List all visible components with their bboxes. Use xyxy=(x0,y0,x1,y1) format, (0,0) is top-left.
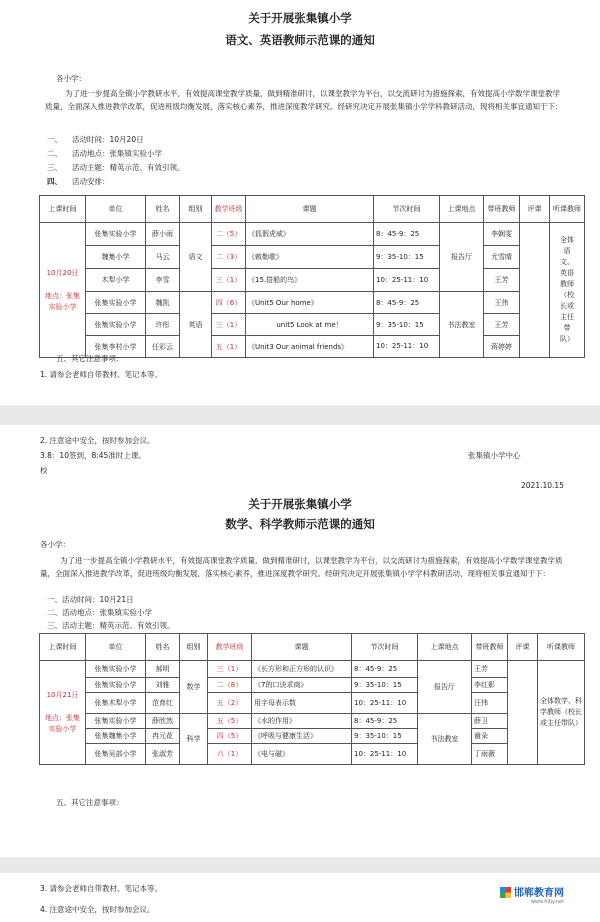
topic-cell: 《狐假虎威》 xyxy=(246,223,374,246)
header-cell: 带班教师 xyxy=(472,634,508,661)
review-cell xyxy=(508,661,538,765)
room-cell: 报告厅 xyxy=(440,223,484,292)
class-cell: 二（5） xyxy=(212,223,246,246)
table-header-row xyxy=(40,634,585,661)
notice1-item4: 活动安排： xyxy=(72,177,110,186)
notice1-title-line2: 语文、英语教师示范课的通知 xyxy=(225,33,375,47)
header-cell: 带班教师 xyxy=(484,196,520,223)
header-cell: 教学班级 xyxy=(212,196,246,223)
topic-cell: 《Unit5 Our home》 xyxy=(246,292,374,314)
header-cell: 节次时间 xyxy=(374,196,440,223)
logo-text: 邯郸教育网 xyxy=(514,888,564,899)
notice1-item4-num: 四、 xyxy=(47,177,62,186)
teacher-cell: 王芳 xyxy=(484,269,520,292)
notice1-schedule-table xyxy=(39,195,585,358)
period-cell: 9：35-10：15 xyxy=(352,729,418,744)
notice1-date: 2021.10.15 xyxy=(521,481,564,490)
period-cell: 9：35-10：15 xyxy=(352,678,418,693)
period-cell: 10：25-11：10 xyxy=(374,336,440,358)
name-cell: 郝明 xyxy=(146,661,180,678)
notice1-item1-num: 一、 xyxy=(47,135,62,144)
header-cell: 节次时间 xyxy=(352,634,418,661)
class-cell: 六（1） xyxy=(208,744,252,765)
unit-cell: 张集实验小学 xyxy=(86,314,146,336)
table-row xyxy=(40,661,585,678)
class-cell: 二（8） xyxy=(208,678,252,693)
header-cell: 姓名 xyxy=(146,196,180,223)
notice2-item3: 三、活动主题：精英示范、有效引领。 xyxy=(47,621,175,630)
unit-cell: 张集实验小学 xyxy=(86,678,146,693)
topic-cell: 《水的作用》 xyxy=(252,714,352,729)
site-logo xyxy=(500,884,564,905)
header-cell: 评课 xyxy=(508,634,538,661)
teacher-cell: 汪伟 xyxy=(472,693,508,714)
notice1-body: 为了进一步提高全镇小学教研水平，有效提高课堂教学质量，做到精准研讨，以课堂教学为平台，以交流研讨为措施探索，有效提高小学数学课堂教学质量，全面深入推进教学改革，促进班级均衡发展，落实核心素养，推进深度教学研究。经研究决定开展张集镇小学学科教研活动，现将相关事宜通知于下： xyxy=(45,89,563,111)
notice2-note3: 3. 请参会老师自带教材、笔记本等。 xyxy=(40,884,163,893)
class-cell: 五（5） xyxy=(208,714,252,729)
teacher-cell: 李红影 xyxy=(472,678,508,693)
topic-cell: 《呼吸与健康生活》 xyxy=(252,729,352,744)
notice1-note2: 2. 注意途中安全，按时参加会议。 xyxy=(40,436,155,445)
teacher-cell: 薛卫 xyxy=(472,714,508,729)
header-cell: 上课地点 xyxy=(418,634,472,661)
period-cell: 8：45-9：25 xyxy=(352,714,418,729)
name-cell: 范育红 xyxy=(146,693,180,714)
header-cell: 听课教师 xyxy=(538,634,585,661)
teacher-cell: 王伟 xyxy=(484,292,520,314)
room-cell: 报告厅 xyxy=(418,661,472,714)
header-cell: 上课时间 xyxy=(40,196,86,223)
unit-cell: 张集李村小学 xyxy=(86,336,146,358)
class-cell: 五（1） xyxy=(212,336,246,358)
listen-cell: 全体数学、科学教师（校长或主任带队） xyxy=(538,661,585,765)
period-cell: 8：45-9：25 xyxy=(374,292,440,314)
notice1-item1: 活动时间：10月20日 xyxy=(72,135,144,144)
name-cell: 薛小雨 xyxy=(146,223,180,246)
notice-page-2 xyxy=(0,425,600,857)
notice1-item2: 活动地点：张集镇实验小学 xyxy=(72,149,162,158)
topic-cell: 《电与磁》 xyxy=(252,744,352,765)
unit-cell: 张集实验小学 xyxy=(86,223,146,246)
notice2-item1: 一、活动时间：10月21日 xyxy=(47,595,134,604)
notice1-item3: 活动主题：精英示范、有效引领。 xyxy=(72,163,185,172)
place-cell: 地点：张集实验小学 xyxy=(45,291,80,311)
notice1-note1: 1. 请参会老师自带教材、笔记本等。 xyxy=(40,370,163,379)
header-cell: 姓名 xyxy=(146,634,180,661)
room-cell: 书法教室 xyxy=(418,714,472,765)
logo-url: www.hdjy.net xyxy=(530,899,564,905)
notice2-title-line2: 数学、科学教师示范课的通知 xyxy=(225,517,375,531)
name-cell: 刘雅 xyxy=(146,678,180,693)
group-cell: 英语 xyxy=(180,292,212,358)
place-cell: 地点：张集实验小学 xyxy=(45,714,80,733)
table-row xyxy=(40,744,585,765)
table-row xyxy=(40,714,585,729)
class-cell: 三（1） xyxy=(212,269,246,292)
unit-cell: 张集魏集小学 xyxy=(86,729,146,744)
notice2-other-title: 五、其它注意事项： xyxy=(56,798,124,807)
notice1-other-title: 五、其它注意事项： xyxy=(56,354,124,363)
group-cell: 语文 xyxy=(180,223,212,292)
room-cell: 书法教室 xyxy=(440,292,484,358)
notice1-item3-num: 三、 xyxy=(47,163,62,172)
header-cell: 教学班级 xyxy=(208,634,252,661)
unit-cell: 张集木犁小学 xyxy=(86,693,146,714)
notice2-item2: 二、活动地点：张集镇实验小学 xyxy=(47,608,152,617)
notice2-body: 为了进一步提高全镇小学教研水平，有效提高课堂教学质量，做到精准研讨，以课堂教学为平台，以交流研讨为措施探索，有效提高小学数学课堂教学质量，全面深入推进教学改革，促进班级均衡发展，落实核心素养，推进深度教学研究。经研究决定开展张集镇小学学科教研活动，现将相关事宜通知于下： xyxy=(40,556,563,578)
time-place-cell xyxy=(40,223,86,358)
teacher-cell: 丁雨薇 xyxy=(472,744,508,765)
unit-cell: 木犁小学 xyxy=(86,269,146,292)
class-cell: 三（1） xyxy=(212,314,246,336)
teacher-cell: 王芳 xyxy=(472,661,508,678)
unit-cell: 张集实验小学 xyxy=(86,714,146,729)
class-cell: 四（6） xyxy=(212,292,246,314)
class-cell: 五（2） xyxy=(208,693,252,714)
notice2-note4: 4. 注意途中安全，按时参加会议。 xyxy=(40,905,155,914)
name-cell: 许彤 xyxy=(146,314,180,336)
table-row xyxy=(40,223,585,246)
name-cell: 薛欣然 xyxy=(146,714,180,729)
logo-icon xyxy=(500,887,511,898)
time-cell: 10月21日 xyxy=(46,691,79,699)
header-cell: 单位 xyxy=(86,634,146,661)
topic-cell: 《长方形和正方形的认识》 xyxy=(252,661,352,678)
notice2-title-line1: 关于开展张集镇小学 xyxy=(248,497,352,511)
notice1-checkin-tail: 校 xyxy=(40,466,48,475)
header-cell: 评课 xyxy=(520,196,550,223)
time-cell: 10月20日 xyxy=(46,268,79,277)
period-cell: 9：35-10：15 xyxy=(374,314,440,336)
teacher-cell: 王芳 xyxy=(484,314,520,336)
listen-text: 全体语文、英语教师（校长或主任带队） xyxy=(560,236,574,343)
name-cell: 张淑芳 xyxy=(146,744,180,765)
table-header-row xyxy=(40,196,585,223)
notice1-org: 张集镇小学中心 xyxy=(468,451,521,460)
name-cell: 马云 xyxy=(146,246,180,269)
header-cell: 单位 xyxy=(86,196,146,223)
period-cell: 10：25-11：10 xyxy=(374,269,440,292)
notice-page-3 xyxy=(0,873,600,922)
listen-cell xyxy=(550,223,585,358)
topic-cell: unit5 Look at me！ xyxy=(246,314,374,336)
teacher-cell: 尤雪晴 xyxy=(484,246,520,269)
header-cell: 听课教师 xyxy=(550,196,585,223)
group-cell: 数学 xyxy=(180,661,208,714)
notice1-title-line1: 关于开展张集镇小学 xyxy=(248,11,352,25)
name-cell: 李雪 xyxy=(146,269,180,292)
notice1-item2-num: 二、 xyxy=(47,149,62,158)
table-row xyxy=(40,246,585,269)
topic-cell: 《15.搭船的鸟》 xyxy=(246,269,374,292)
name-cell: 任彩云 xyxy=(146,336,180,358)
topic-cell: 《敕勒歌》 xyxy=(246,246,374,269)
topic-cell: 《7的口诀求商》 xyxy=(252,678,352,693)
period-cell: 8：45-9：25 xyxy=(374,223,440,246)
notice1-checkin: 3.8：10签到，8:45准时上课。 xyxy=(40,451,146,460)
table-row xyxy=(40,269,585,292)
header-cell: 组别 xyxy=(180,196,212,223)
unit-cell: 张集吴部小学 xyxy=(86,744,146,765)
table-row xyxy=(40,729,585,744)
period-cell: 9：35-10：15 xyxy=(374,246,440,269)
unit-cell: 魏集小学 xyxy=(86,246,146,269)
notice-page-1 xyxy=(0,0,600,405)
group-cell: 科学 xyxy=(180,714,208,765)
header-cell: 上课地点 xyxy=(440,196,484,223)
name-cell: 魏凯 xyxy=(146,292,180,314)
table-row xyxy=(40,292,585,314)
notice2-schedule-table xyxy=(39,633,585,765)
table-row xyxy=(40,678,585,693)
review-cell xyxy=(520,223,550,358)
teacher-cell: 谢朵 xyxy=(472,729,508,744)
period-cell: 10：25-11：10 xyxy=(352,744,418,765)
period-cell: 10：25-11：10 xyxy=(352,693,418,714)
header-cell: 课题 xyxy=(252,634,352,661)
teacher-cell: 李娴雯 xyxy=(484,223,520,246)
topic-cell: 《Unit3 Our animal friends》 xyxy=(246,336,374,358)
unit-cell: 张集实验小学 xyxy=(86,661,146,678)
topic-cell: 用字母表示数 xyxy=(252,693,352,714)
teacher-cell: 蒋婷婷 xyxy=(484,336,520,358)
notice1-greeting: 各小学： xyxy=(56,74,86,83)
name-cell: 冉元花 xyxy=(146,729,180,744)
header-cell: 组别 xyxy=(180,634,208,661)
header-cell: 课题 xyxy=(246,196,374,223)
period-cell: 8：45-9：25 xyxy=(352,661,418,678)
header-cell: 上课时间 xyxy=(40,634,86,661)
class-cell: 三（1） xyxy=(208,661,252,678)
time-place-cell xyxy=(40,661,86,765)
notice2-greeting: 各小学： xyxy=(40,540,70,549)
class-cell: 二（3） xyxy=(212,246,246,269)
unit-cell: 张集实验小学 xyxy=(86,292,146,314)
table-row xyxy=(40,314,585,336)
class-cell: 四（5） xyxy=(208,729,252,744)
table-row xyxy=(40,693,585,714)
